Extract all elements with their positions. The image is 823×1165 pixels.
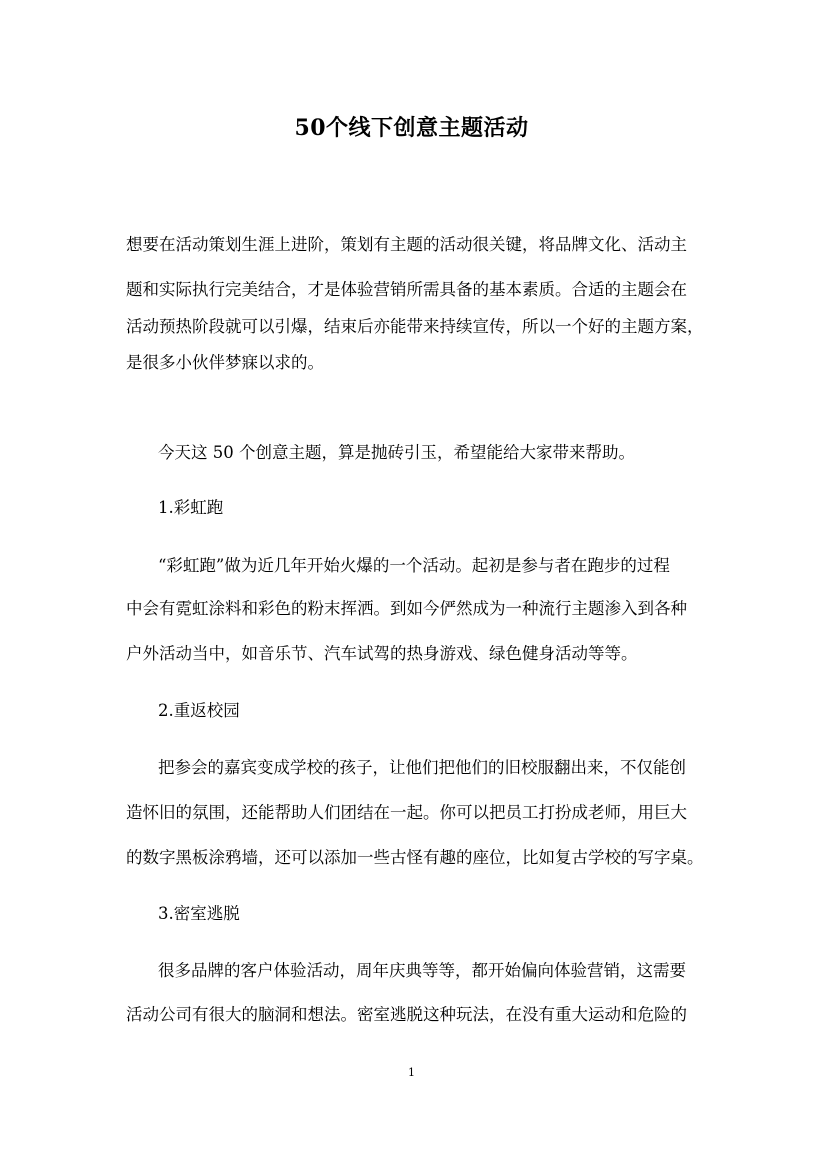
lead-paragraph: 今天这 50 个创意主题，算是抛砖引玉，希望能给大家带来帮助。 [158,443,635,462]
section-body-line: 很多品牌的客户体验活动，周年庆典等等，都开始偏向体验营销，这需要 [158,961,686,980]
section-body-line: 户外活动当中，如音乐节、汽车试驾的热身游戏、绿色健身活动等等。 [126,644,638,663]
section-heading-rainbow-run: 1.彩虹跑 [158,498,224,517]
section-body-line: 中会有霓虹涂料和彩色的粉末挥洒。到如今俨然成为一种流行主题渗入到各种 [126,599,687,618]
section-heading-back-to-school: 2.重返校园 [158,701,240,720]
page-number: 1 [408,1066,415,1079]
document-title: 50个线下创意主题活动 [294,115,529,141]
section-body-line: 把参会的嘉宾变成学校的孩子，让他们把他们的旧校服翻出来，不仅能创 [158,758,686,777]
section-body-line: 活动公司有很大的脑洞和想法。密室逃脱这种玩法，在没有重大运动和危险的 [126,1005,687,1024]
intro-line: 想要在活动策划生涯上进阶，策划有主题的活动很关键，将品牌文化、活动主 [126,235,687,254]
intro-line: 活动预热阶段就可以引爆，结束后亦能带来持续宣传，所以一个好的主题方案， [126,317,704,336]
section-heading-escape-room: 3.密室逃脱 [158,904,240,923]
section-body-line: “彩虹跑”做为近几年开始火爆的一个活动。起初是参与者在跑步的过程 [158,556,670,575]
intro-line: 是很多小伙伴梦寐以求的。 [126,353,324,372]
section-body-line: 造怀旧的氛围，还能帮助人们团结在一起。你可以把员工打扮成老师，用巨大 [126,803,687,822]
section-body-line: 的数字黑板涂鸦墙，还可以添加一些古怪有趣的座位，比如复古学校的写字桌。 [126,848,704,867]
intro-line: 题和实际执行完美结合，才是体验营销所需具备的基本素质。合适的主题会在 [126,280,687,299]
